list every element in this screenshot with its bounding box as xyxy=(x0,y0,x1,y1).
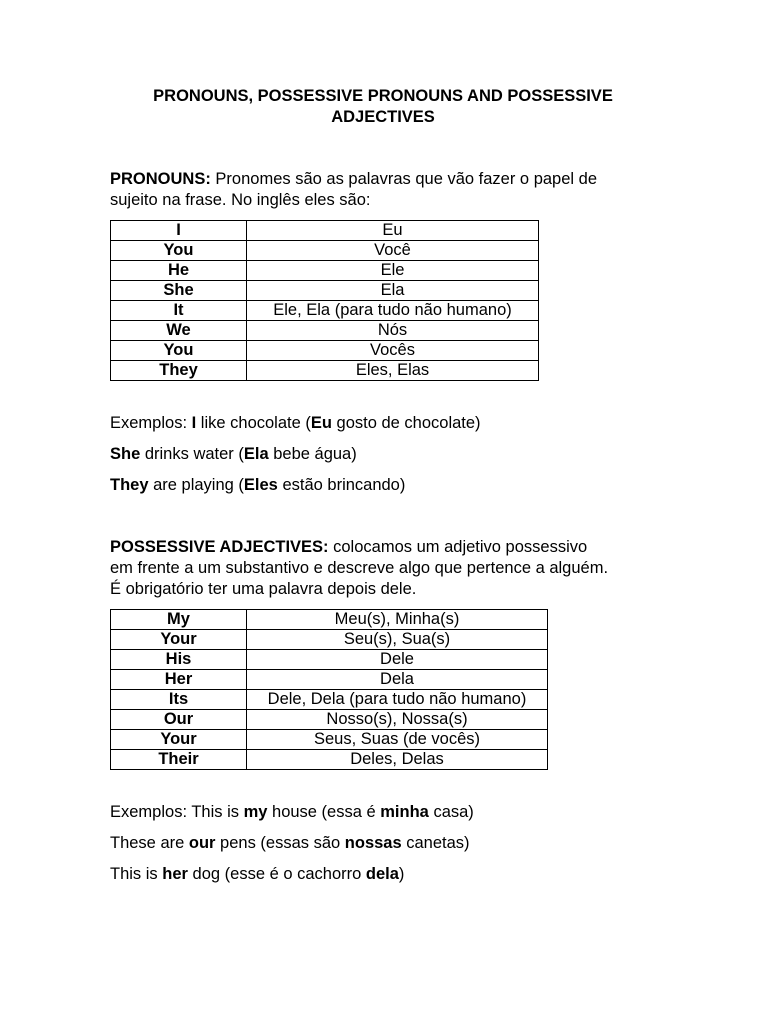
possessive-adjectives-intro-text: colocamos um adjetivo possessivo xyxy=(328,538,588,556)
adjective-en: Your xyxy=(111,730,247,750)
example-text-run: Exemplos: xyxy=(110,414,192,432)
example-text-run: like chocolate ( xyxy=(196,414,311,432)
example-bold-run: They xyxy=(110,476,149,494)
example-text-run: casa) xyxy=(428,803,474,821)
example-text-run: are playing ( xyxy=(148,476,244,494)
pronoun-en: You xyxy=(111,341,247,361)
possessive-adjectives-intro-line2: em frente a um substantivo e descreve algo que pertence a alguém. xyxy=(110,559,609,577)
possessive-adjectives-table xyxy=(110,609,548,770)
possessive-adjectives-intro xyxy=(110,537,587,558)
example-bold-run: Ela xyxy=(243,445,269,463)
document-title: PRONOUNS, POSSESSIVE PRONOUNS AND POSSESSIVE ADJECTIVES xyxy=(153,87,613,126)
table-row xyxy=(111,261,539,281)
pronoun-en: They xyxy=(111,361,247,381)
example-text-run: dog (esse é o cachorro xyxy=(187,865,366,883)
adjective-pt: Dele, Dela (para tudo não humano) xyxy=(247,690,548,710)
adjective-pt: Seu(s), Sua(s) xyxy=(247,630,548,650)
adjective-pt: Dele xyxy=(247,650,548,670)
possessive-adjectives-heading: POSSESSIVE ADJECTIVES: xyxy=(110,538,329,556)
adjective-en: His xyxy=(111,650,247,670)
pronoun-en: I xyxy=(111,221,247,241)
table-row xyxy=(111,301,539,321)
table-row xyxy=(111,690,548,710)
example-text-run: estão brincando) xyxy=(277,476,406,494)
table-row xyxy=(111,241,539,261)
pronoun-pt: Ela xyxy=(247,281,539,301)
pronouns-heading: PRONOUNS: xyxy=(110,170,211,188)
example-text-run: gosto de chocolate) xyxy=(331,414,481,432)
example-text-run: house (essa é xyxy=(267,803,381,821)
example-text-run: bebe água) xyxy=(268,445,357,463)
example-bold-run: dela xyxy=(365,865,399,883)
adjective-example-3 xyxy=(110,864,404,885)
table-row xyxy=(111,221,539,241)
table-row xyxy=(111,650,548,670)
adjective-en: Her xyxy=(111,670,247,690)
example-text-run: These are xyxy=(110,834,189,852)
pronoun-en: We xyxy=(111,321,247,341)
table-row xyxy=(111,730,548,750)
pronoun-pt: Eu xyxy=(247,221,539,241)
adjective-pt: Deles, Delas xyxy=(247,750,548,770)
example-bold-run: Eu xyxy=(310,414,332,432)
pronouns-table xyxy=(110,220,539,381)
example-bold-run: her xyxy=(162,865,188,883)
example-text-run: ) xyxy=(398,865,405,883)
adjective-pt: Seus, Suas (de vocês) xyxy=(247,730,548,750)
adjective-en: Their xyxy=(111,750,247,770)
adjective-pt: Meu(s), Minha(s) xyxy=(247,610,548,630)
pronouns-intro-text: Pronomes são as palavras que vão fazer o papel de xyxy=(210,170,597,188)
table-row xyxy=(111,670,548,690)
pronoun-pt: Você xyxy=(247,241,539,261)
pronoun-pt: Ele, Ela (para tudo não humano) xyxy=(247,301,539,321)
adjective-example-1 xyxy=(110,802,474,823)
example-bold-run: Eles xyxy=(243,476,278,494)
pronoun-en: You xyxy=(111,241,247,261)
adjective-en: Our xyxy=(111,710,247,730)
example-bold-run: I xyxy=(191,414,197,432)
pronoun-en: She xyxy=(111,281,247,301)
table-row xyxy=(111,281,539,301)
adjective-pt: Nosso(s), Nossa(s) xyxy=(247,710,548,730)
adjective-example-2 xyxy=(110,833,470,854)
pronoun-example-1 xyxy=(110,413,481,434)
pronoun-pt: Vocês xyxy=(247,341,539,361)
adjective-en: Your xyxy=(111,630,247,650)
example-text-run: canetas) xyxy=(401,834,470,852)
table-row xyxy=(111,610,548,630)
pronoun-example-2 xyxy=(110,444,357,465)
adjective-en: My xyxy=(111,610,247,630)
pronoun-pt: Eles, Elas xyxy=(247,361,539,381)
pronoun-pt: Ele xyxy=(247,261,539,281)
example-text-run: pens (essas são xyxy=(215,834,345,852)
example-bold-run: She xyxy=(110,445,141,463)
table-row xyxy=(111,341,539,361)
table-row xyxy=(111,361,539,381)
adjective-en: Its xyxy=(111,690,247,710)
example-bold-run: my xyxy=(243,803,268,821)
adjective-pt: Dela xyxy=(247,670,548,690)
table-row xyxy=(111,321,539,341)
example-bold-run: minha xyxy=(380,803,429,821)
example-bold-run: our xyxy=(188,834,216,852)
table-row xyxy=(111,710,548,730)
pronoun-example-3 xyxy=(110,475,405,496)
table-row xyxy=(111,750,548,770)
example-bold-run: nossas xyxy=(344,834,402,852)
example-text-run: drinks water ( xyxy=(140,445,244,463)
possessive-adjectives-intro-line3: É obrigatório ter uma palavra depois dele. xyxy=(110,580,417,598)
pronoun-en: It xyxy=(111,301,247,321)
table-row xyxy=(111,630,548,650)
example-text-run: Exemplos: This is xyxy=(110,803,244,821)
pronoun-en: He xyxy=(111,261,247,281)
example-text-run: This is xyxy=(110,865,163,883)
pronouns-intro xyxy=(110,169,597,190)
pronoun-pt: Nós xyxy=(247,321,539,341)
pronouns-intro-line2: sujeito na frase. No inglês eles são: xyxy=(110,191,371,209)
